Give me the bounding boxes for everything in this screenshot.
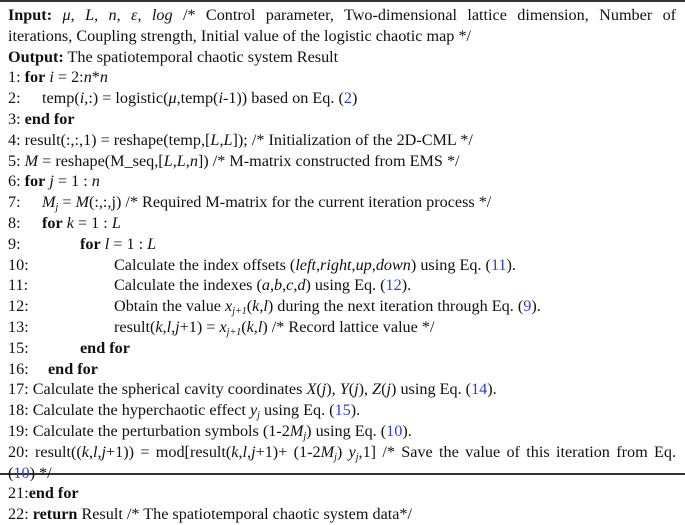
algo-line-21 <box>8 483 676 504</box>
algo-line-12: 12: Obtain the value $x_{j+1}(k,l)$ during the next iteration through Eq. (9). <box>8 297 541 318</box>
eq-ref-link[interactable]: 12 <box>385 276 402 295</box>
input-label: Input: <box>8 6 53 24</box>
line-number: 5: <box>8 151 21 170</box>
keyword-end-for: end for <box>24 109 75 128</box>
line-number: 3: <box>8 109 21 128</box>
keyword-end-for: end for <box>48 359 98 378</box>
keyword-for: for <box>80 234 101 253</box>
algo-line-20: 20: result((k,l,j+1)) = mod[result(k,l,j+1)+ $(1-2M_j)$ $y_j,1$] /* Save the value of this iteration from Eq. <box>8 442 676 463</box>
algo-line-4: 4: result(:,:,1) = reshape(temp,[L,L]); /* Initialization of the 2D-CML */ <box>8 130 473 149</box>
algo-line-8: 8: for k = 1 : L <box>8 213 121 232</box>
line-number: 17: <box>8 380 29 399</box>
eq-ref-link[interactable]: 11 <box>490 255 507 274</box>
algo-line-1: 1: for i = 2:n*n <box>8 68 108 87</box>
eq-ref-link[interactable]: 10 <box>13 463 30 482</box>
line-number: 21: <box>8 484 29 503</box>
algo-line-15 <box>8 338 676 359</box>
line-number: 20: <box>8 442 29 461</box>
eq-ref-link[interactable]: 9 <box>523 297 532 316</box>
line-number: 8: <box>8 213 21 232</box>
input-line: Input: μ, L, n, ε, log /* Control parameter, Two-dimensional lattice dimension, Number of <box>8 6 677 24</box>
eq-ref-link[interactable]: 15 <box>334 401 351 420</box>
line-number: 1: <box>8 68 21 87</box>
algo-line-20-cont: (10) */ <box>8 463 52 482</box>
eq-ref-link[interactable]: 10 <box>386 421 403 440</box>
algo-line-16 <box>8 359 676 380</box>
output-label: Output: <box>8 47 64 66</box>
output-line <box>8 47 676 68</box>
algo-line-13: 13: result(k,l,j+1) = $x_{j+1}(k,l)$ /* Record lattice value */ <box>8 317 435 338</box>
line-number: 4: <box>8 130 21 149</box>
line-number: 16: <box>8 359 29 378</box>
line-number: 11: <box>8 276 29 295</box>
line-number: 10: <box>8 255 29 274</box>
algo-line-6: 6: for j = 1 : n <box>8 172 100 191</box>
keyword-for: for <box>24 68 46 87</box>
line-number: 22: <box>8 505 29 524</box>
line-number: 6: <box>8 172 21 191</box>
algo-line-17: 17: Calculate the spherical cavity coordinates X(j), Y(j), Z(j) using Eq. (14). <box>8 380 497 399</box>
algo-line-18: 18: Calculate the hyperchaotic effect $y_j$ using Eq. (15). <box>8 401 361 422</box>
line-number: 7: <box>8 193 21 212</box>
input-comment-cont: iterations, Coupling strength, Initial value of the logistic chaotic map */ <box>8 26 472 45</box>
algo-line-5: 5: M = reshape(M_seq,[L,L,n]) /* M-matrix constructed from EMS */ <box>8 151 460 170</box>
eq-ref-link[interactable]: 2 <box>343 89 352 108</box>
keyword-return: return <box>32 505 78 524</box>
output-text: The spatiotemporal chaotic system Result <box>67 47 339 66</box>
line-number: 2: <box>8 89 21 108</box>
algo-line-22: 22: return Result /* The spatiotemporal chaotic system data*/ <box>8 505 413 524</box>
keyword-for: for <box>24 172 46 191</box>
algo-line-9: 9: for l = 1 : L <box>8 234 157 253</box>
algo-line-3 <box>8 109 676 130</box>
line-number: 12: <box>8 297 29 316</box>
algo-line-19: 19: Calculate the perturbation symbols $(1-2M_j)$ using Eq. (10). <box>8 421 412 442</box>
line-number: 9: <box>8 234 21 253</box>
keyword-for: for <box>42 213 63 232</box>
algo-line-2: 2: temp(i,:) = logistic(μ,temp(i-1)) based on Eq. (2) <box>8 89 358 108</box>
algo-line-10: 10: Calculate the index offsets (left,right,up,down) using Eq. (11). <box>8 255 516 274</box>
line-number: 19: <box>8 421 29 440</box>
eq-ref-link[interactable]: 14 <box>471 380 488 399</box>
input-comment: /* Control parameter, Two-dimensional lattice dimension, Number of <box>182 6 677 24</box>
keyword-end-for: end for <box>80 338 130 357</box>
keyword-end-for: end for <box>28 484 79 503</box>
line-number: 15: <box>8 338 29 357</box>
algo-line-7: 7: $M_j$ = M(:,:,j) /* Required M-matrix for the current iteration process */ <box>8 193 492 214</box>
line-number: 18: <box>8 401 29 420</box>
algo-line-11: 11: Calculate the indexes (a,b,c,d) using Eq. (12). <box>8 276 412 295</box>
line-number: 13: <box>8 317 29 336</box>
